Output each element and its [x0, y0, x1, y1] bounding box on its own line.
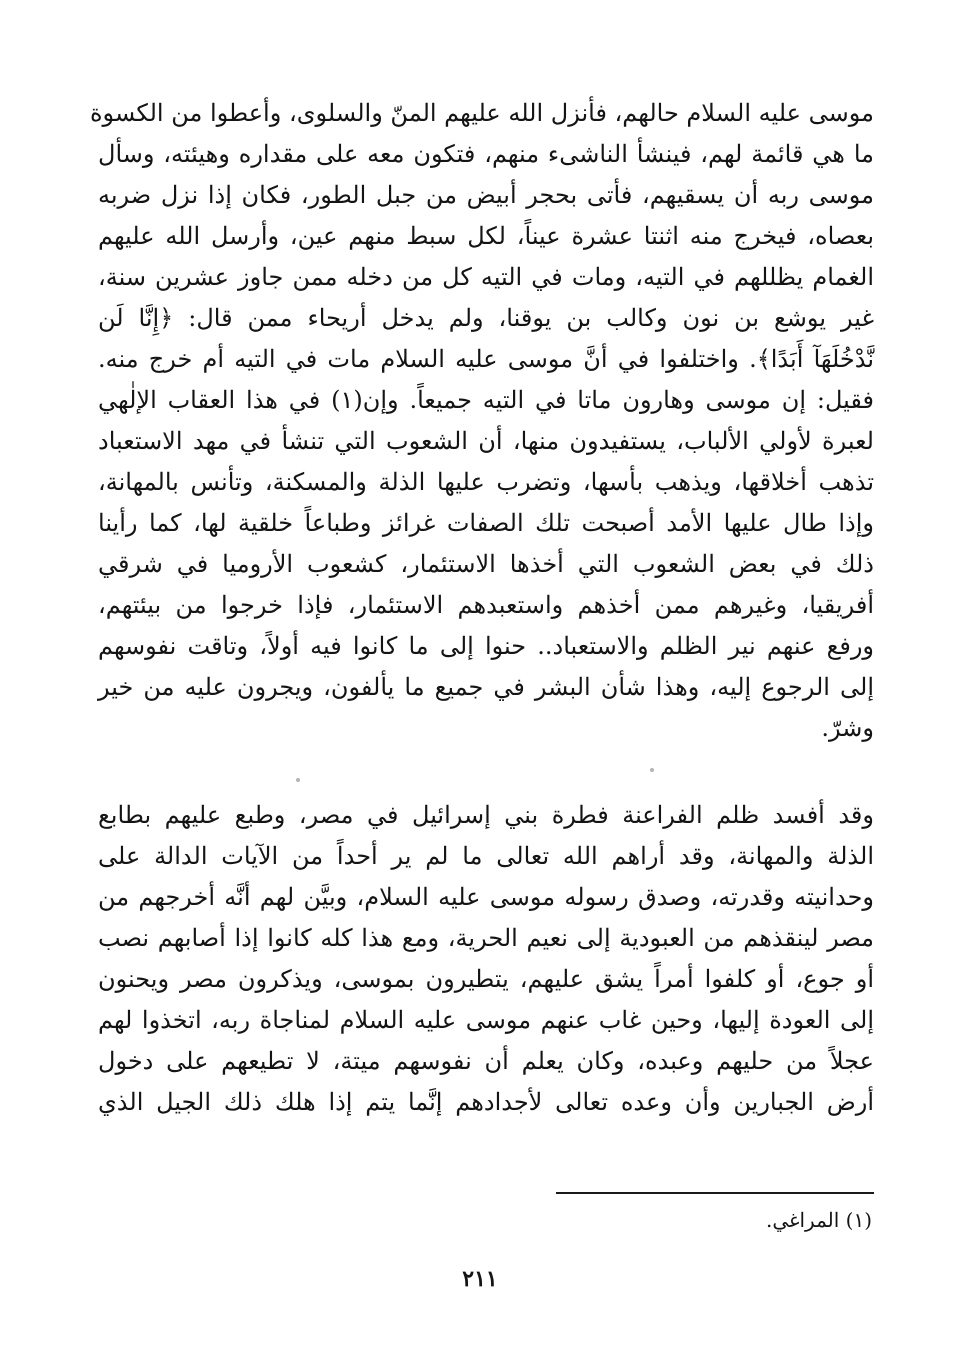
text-line: مصر لينقذهم من العبودية إلى نعيم الحرية، ومع هذا كله كانوا إذا أصابهم نصب — [98, 924, 874, 952]
scan-speck — [650, 768, 654, 772]
text-line: ورفع عنهم نير الظلم والاستعباد.. حنوا إلى ما كانوا فيه أولاً، وتاقت نفوسهم — [98, 632, 874, 660]
text-line: نَّدْخُلَهَآ أَبَدًا﴾. واختلفوا في أنَّ موسى عليه السلام مات في التيه أم خرج منه. — [98, 345, 874, 373]
text-line: موسى ربه أن يسقيهم، فأتى بحجر أبيض من جبل الطور، فكان إذا نزل ضربه — [98, 181, 874, 209]
text-line: وحدانيته وقدرته، وصدق رسوله موسى عليه السلام، وبيَّن لهم أنَّه أخرجهم من — [98, 883, 874, 911]
text-line: فقيل: إن موسى وهارون ماتا في التيه جميعاً. وإن(١) في هذا العقاب الإلٰهي — [98, 386, 874, 414]
text-line: أفريقيا، وغيرهم ممن أخذهم واستعبدهم الاستئمار، فإذا خرجوا من بيئتهم، — [98, 591, 874, 619]
text-line: إلى الرجوع إليه، وهذا شأن البشر في جميع ما يألفون، ويجرون عليه من خير — [98, 673, 874, 701]
text-line: وشرّ. — [821, 714, 874, 742]
text-line: أو جوع، أو كلفوا أمراً يشق عليهم، يتطيرون بموسى، ويذكرون مصر ويحنون — [98, 965, 874, 993]
text-line: موسى عليه السلام حالهم، فأنزل الله عليهم المنّ والسلوى، وأعطوا من الكسوة — [89, 99, 874, 127]
text-line: وإذا طال عليها الأمد أصبحت تلك الصفات غرائز وطباعاً خلقية لها، كما رأينا — [98, 509, 874, 537]
text-line: بعصاه، فيخرج منه اثنتا عشرة عيناً، لكل سبط منهم عين، وأرسل الله عليهم — [98, 222, 874, 250]
footnote: (١) المراغي. — [765, 1208, 872, 1232]
scan-speck — [296, 778, 300, 782]
text-line: غير يوشع بن نون وكالب بن يوقنا، ولم يدخل أريحاء ممن قال: ﴿إِنَّا لَن — [98, 304, 874, 332]
text-line: وقد أفسد ظلم الفراعنة فطرة بني إسرائيل في مصر، وطبع عليهم بطابع — [98, 801, 874, 829]
text-line: الغمام يظللهم في التيه، ومات في التيه كل من دخله ممن جاوز عشرين سنة، — [98, 263, 874, 291]
text-line: الذلة والمهانة، وقد أراهم الله تعالى ما لم ير أحداً من الآيات الدالة على — [98, 842, 874, 870]
text-line: تذهب أخلاقها، ويذهب بأسها، وتضرب عليها الذلة والمسكنة، وتأنس بالمهانة، — [98, 468, 874, 496]
text-line: ذلك في بعض الشعوب التي أخذها الاستئمار، كشعوب الأروميا في شرقي — [98, 550, 874, 578]
text-line: أرض الجبارين وأن وعده تعالى لأجدادهم إنَّما يتم إذا هلك ذلك الجيل الذي — [98, 1088, 874, 1116]
text-line: ما هي قائمة لهم، فينشأ الناشىء منهم، فتكون معه على مقداره وهيئته، وسأل — [98, 140, 874, 168]
text-line: لعبرة لأولي الألباب، يستفيدون منها، أن الشعوب التي تنشأ في مهد الاستعباد — [98, 427, 874, 455]
page-number: ٢١١ — [462, 1266, 498, 1292]
text-line: إلى العودة إليها، وحين غاب عنهم موسى عليه السلام لمناجاة ربه، اتخذوا لهم — [98, 1006, 874, 1034]
text-line: عجلاً من حليهم وعبده، وكان يعلم أن نفوسهم ميتة، لا تطيعهم على دخول — [98, 1047, 874, 1075]
footnote-divider — [556, 1192, 874, 1194]
